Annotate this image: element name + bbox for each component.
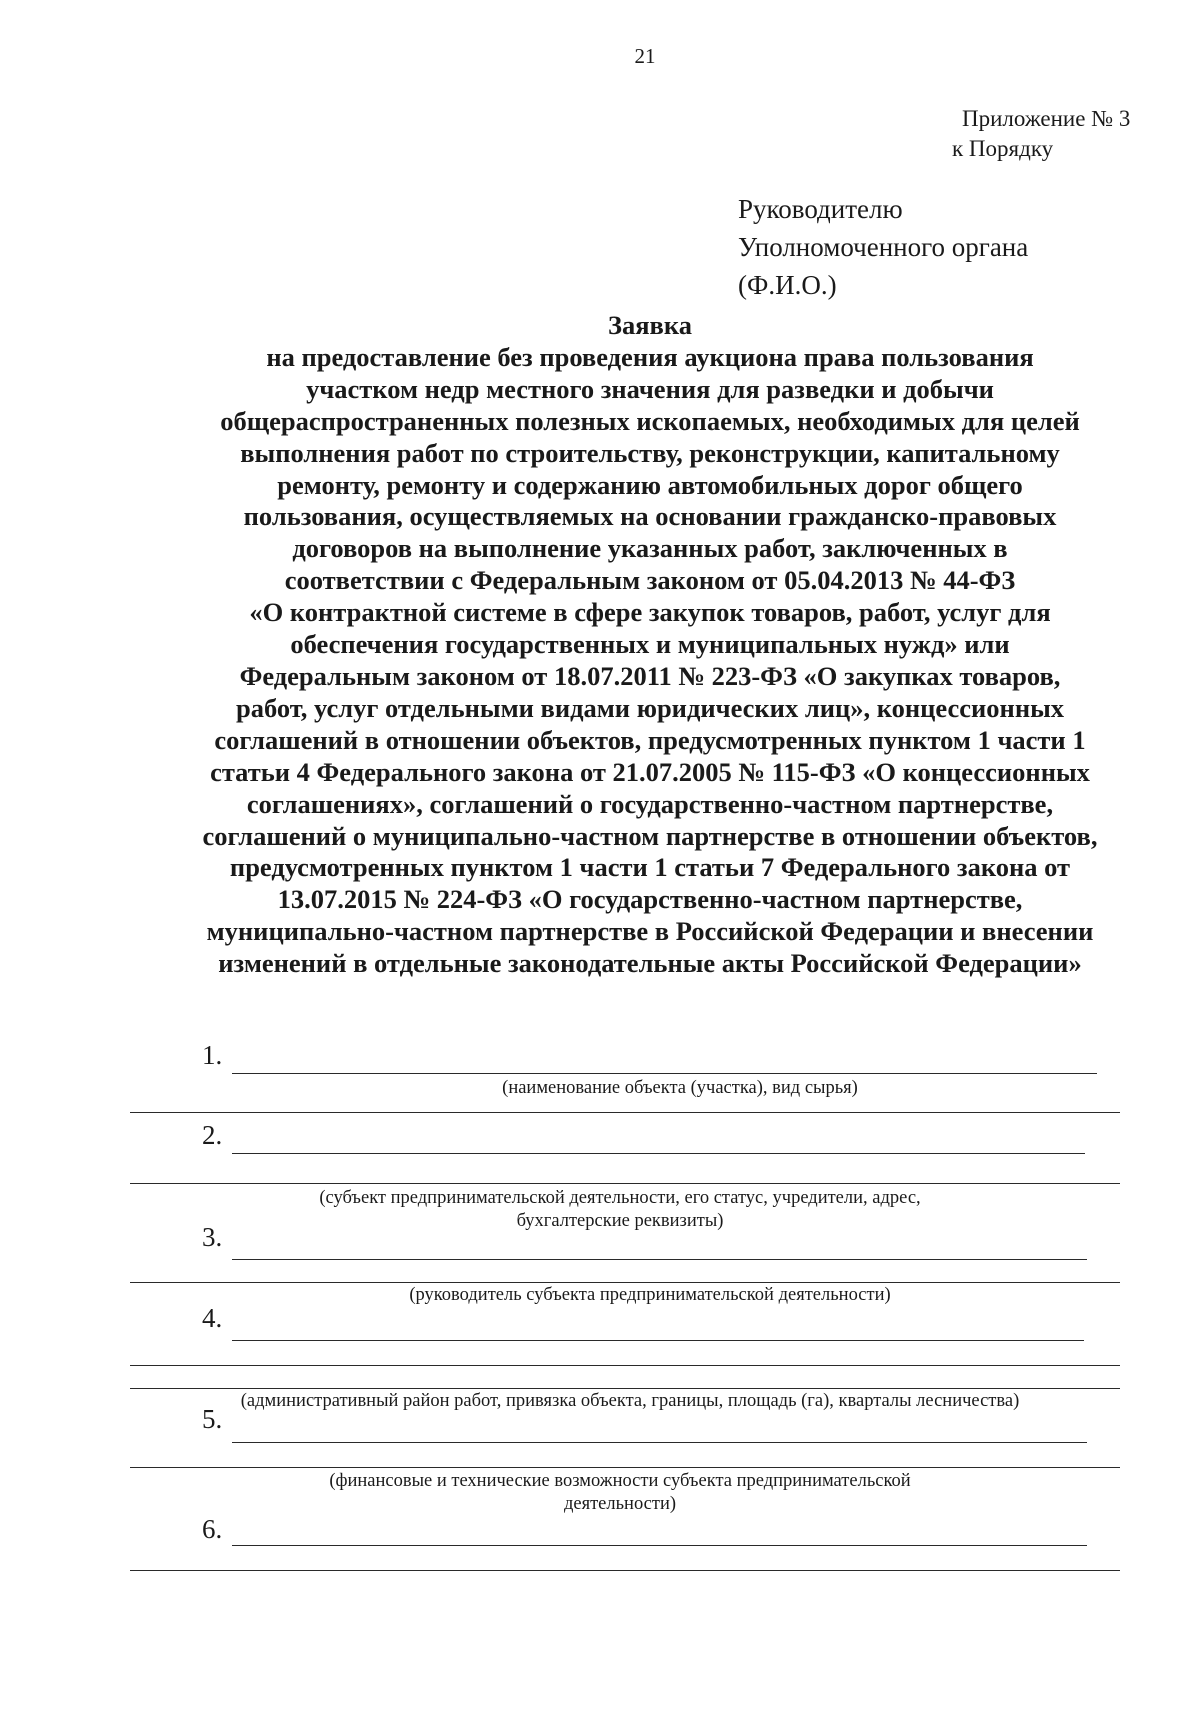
addressee-line-2: Уполномоченного органа: [738, 232, 1029, 262]
title-line: 13.07.2015 № 224-ФЗ «О государственно-частном партнерстве,: [277, 884, 1023, 915]
item-3-field-continuation[interactable]: [130, 1282, 1120, 1283]
item-6-number: 6.: [202, 1514, 223, 1544]
appendix-line-2: к Порядку: [952, 136, 1054, 161]
addressee-block: [738, 190, 1028, 304]
title-line: муниципально-частном партнерстве в Российской Федерации и внесении: [206, 916, 1094, 947]
title-line: работ, услуг отдельными видами юридических лиц», концессионных: [235, 692, 1065, 723]
item-5-field[interactable]: [232, 1442, 1087, 1443]
title-line: соглашений о муниципально-частном партнерстве в отношении объектов,: [202, 820, 1098, 851]
item-5-field-continuation[interactable]: [130, 1467, 1120, 1468]
appendix-reference: [952, 104, 1131, 164]
title-line: ремонту, ремонту и содержанию автомобильных дорог общего: [277, 469, 1023, 500]
item-6-field[interactable]: [232, 1545, 1087, 1546]
item-2-field[interactable]: [232, 1153, 1085, 1154]
title-line: соглашениях», соглашений о государственно-частном партнерстве,: [246, 788, 1054, 819]
title-line: обеспечения государственных и муниципальных нужд» или: [290, 629, 1010, 660]
title-line: договоров на выполнение указанных работ, заключенных в: [292, 533, 1008, 564]
item-1-field[interactable]: [232, 1073, 1097, 1074]
title-line: изменений в отдельные законодательные акты Российской Федерации»: [218, 948, 1082, 979]
item-1-number: 1.: [202, 1040, 223, 1070]
title-line: пользования, осуществляемых на основании гражданско-правовых: [243, 501, 1057, 532]
item-2-field-continuation[interactable]: [130, 1183, 1120, 1184]
title-line: предусмотренных пунктом 1 части 1 статьи 7 Федерального закона от: [229, 852, 1071, 883]
item-1-caption: (наименование объекта (участка), вид сырья): [502, 1078, 858, 1098]
page-number: 21: [634, 44, 656, 68]
addressee-line-3: (Ф.И.О.): [738, 270, 837, 300]
item-2-number: 2.: [202, 1120, 223, 1150]
item-3-number: 3.: [202, 1222, 223, 1252]
title-line: участком недр местного значения для разведки и добычи: [306, 373, 994, 404]
appendix-line-1: Приложение № 3: [962, 106, 1131, 131]
item-4-field-continuation[interactable]: [130, 1365, 1120, 1366]
item-6-field-continuation[interactable]: [130, 1570, 1120, 1571]
item-1-field-continuation[interactable]: [130, 1112, 1120, 1113]
title-heading: Заявка: [607, 310, 692, 340]
title-line: «О контрактной системе в сфере закупок товаров, работ, услуг для: [249, 597, 1051, 628]
title-line: статьи 4 Федерального закона от 21.07.2005 № 115-ФЗ «О концессионных: [210, 756, 1090, 787]
title-line: на предоставление без проведения аукциона права пользования: [266, 341, 1034, 372]
item-4-caption: (административный район работ, привязка объекта, границы, площадь (га), кварталы лесничества): [240, 1391, 1020, 1411]
title-line: соответствии с Федеральным законом от 05.04.2013 № 44-ФЗ: [284, 565, 1016, 596]
title-line: общераспространенных полезных ископаемых, необходимых для целей: [220, 405, 1080, 436]
item-4-field[interactable]: [232, 1340, 1084, 1341]
item-5-caption-2: деятельности): [563, 1494, 677, 1514]
addressee-line-1: Руководителю: [738, 194, 903, 224]
item-5-number: 5.: [202, 1404, 223, 1434]
item-4-field-continuation-2[interactable]: [130, 1388, 1120, 1389]
item-5-caption: (финансовые и технические возможности субъекта предпринимательской: [329, 1471, 911, 1491]
title-line: Федеральным законом от 18.07.2011 № 223-ФЗ «О закупках товаров,: [239, 660, 1061, 691]
title-line: выполнения работ по строительству, реконструкции, капитальному: [240, 437, 1060, 468]
item-3-caption: (руководитель субъекта предпринимательской деятельности): [409, 1285, 891, 1305]
item-3-field[interactable]: [232, 1259, 1087, 1260]
item-2-caption-2: бухгалтерские реквизиты): [516, 1211, 724, 1231]
document-title: [130, 310, 1170, 980]
title-line: соглашений в отношении объектов, предусмотренных пунктом 1 части 1: [214, 724, 1086, 755]
item-2-caption: (субъект предпринимательской деятельности, его статус, учредители, адрес,: [319, 1188, 921, 1208]
item-4-number: 4.: [202, 1303, 223, 1333]
